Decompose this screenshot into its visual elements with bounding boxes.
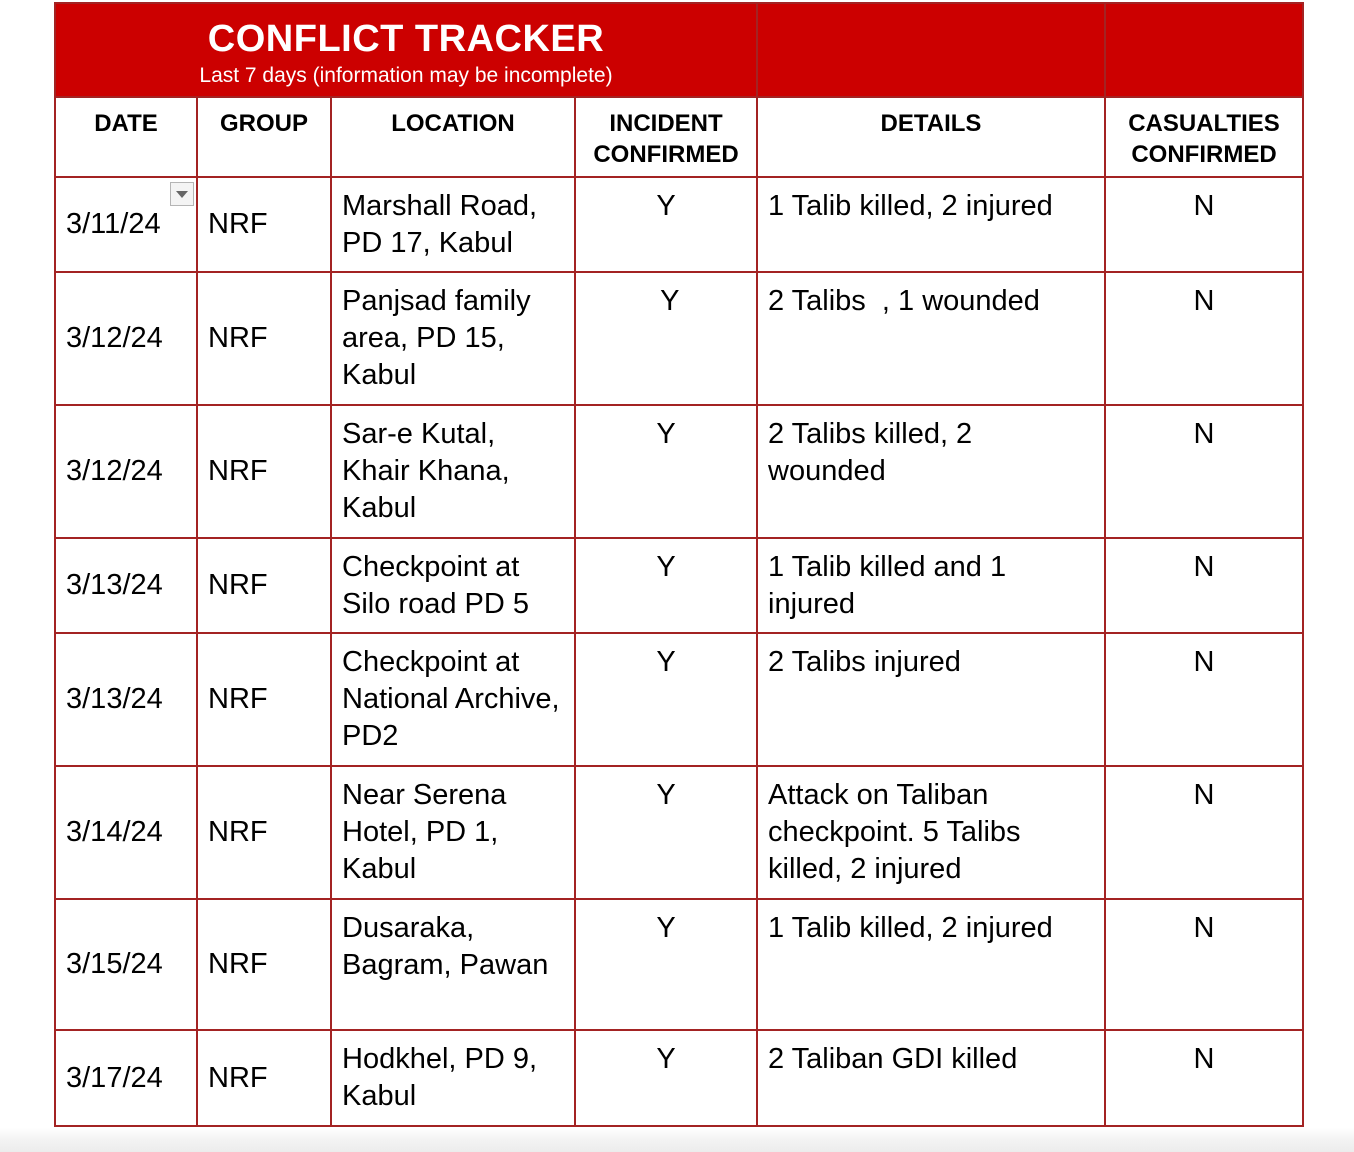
header-date-label: DATE — [94, 110, 158, 137]
table-row — [55, 538, 1303, 633]
casualties-confirmed-cell[interactable]: N — [1105, 1030, 1303, 1126]
header-date[interactable] — [55, 97, 197, 177]
header-details[interactable] — [757, 97, 1105, 177]
banner-cell[interactable] — [55, 3, 757, 97]
table-row — [55, 177, 1303, 272]
incident-confirmed-cell[interactable]: Y — [575, 633, 757, 766]
casualties-confirmed-cell[interactable]: N — [1105, 177, 1303, 272]
details-cell[interactable]: 1 Talib killed, 2 injured — [757, 177, 1105, 272]
header-incident-label-1: INCIDENT — [609, 110, 723, 137]
date-cell[interactable]: 3/12/24 — [55, 272, 197, 405]
table-row — [55, 1030, 1303, 1126]
incident-confirmed-cell[interactable]: Y — [575, 1030, 757, 1126]
banner-empty-cell[interactable] — [1105, 3, 1303, 97]
table-row — [55, 899, 1303, 1030]
header-incident-confirmed[interactable] — [575, 97, 757, 177]
incident-confirmed-cell[interactable]: Y — [575, 766, 757, 899]
group-cell[interactable]: NRF — [197, 766, 331, 899]
location-cell[interactable]: Sar-e Kutal, Khair Khana, Kabul — [331, 405, 575, 538]
header-group[interactable] — [197, 97, 331, 177]
casualties-confirmed-cell[interactable]: N — [1105, 538, 1303, 633]
incident-confirmed-cell[interactable]: Y — [575, 177, 757, 272]
location-cell[interactable]: Dusaraka, Bagram, Pawan — [331, 899, 575, 1030]
header-casualties-confirmed[interactable] — [1105, 97, 1303, 177]
table-row — [55, 272, 1303, 405]
group-cell[interactable]: NRF — [197, 177, 331, 272]
date-cell[interactable] — [55, 177, 197, 272]
casualties-confirmed-cell[interactable]: N — [1105, 633, 1303, 766]
details-cell[interactable]: 2 Taliban GDI killed — [757, 1030, 1105, 1126]
details-cell[interactable]: 1 Talib killed, 2 injured — [757, 899, 1105, 1030]
header-location-label: LOCATION — [391, 110, 515, 137]
location-cell[interactable]: Hodkhel, PD 9, Kabul — [331, 1030, 575, 1126]
table-row — [55, 405, 1303, 538]
location-cell[interactable]: Panjsad family area, PD 15, Kabul — [331, 272, 575, 405]
date-cell[interactable]: 3/12/24 — [55, 405, 197, 538]
group-cell[interactable]: NRF — [197, 538, 331, 633]
header-casualties-label-2: CONFIRMED — [1131, 141, 1277, 168]
location-cell[interactable]: Checkpoint at National Archive, PD2 — [331, 633, 575, 766]
filter-dropdown-button[interactable] — [170, 182, 194, 206]
details-cell[interactable]: 1 Talib killed and 1 injured — [757, 538, 1105, 633]
date-cell[interactable]: 3/14/24 — [55, 766, 197, 899]
group-cell[interactable]: NRF — [197, 1030, 331, 1126]
header-group-label: GROUP — [219, 110, 308, 137]
location-cell[interactable]: Near Serena Hotel, PD 1, Kabul — [331, 766, 575, 899]
group-cell[interactable]: NRF — [197, 405, 331, 538]
chevron-down-icon — [176, 191, 188, 198]
banner-subtitle: Last 7 days (information may be incomplete) — [199, 64, 613, 87]
incident-confirmed-cell[interactable]: Y — [575, 899, 757, 1030]
header-row — [55, 97, 1303, 177]
date-cell[interactable]: 3/13/24 — [55, 633, 197, 766]
casualties-confirmed-cell[interactable]: N — [1105, 405, 1303, 538]
banner-title: CONFLICT TRACKER — [207, 18, 605, 60]
group-cell[interactable]: NRF — [197, 899, 331, 1030]
incident-confirmed-cell[interactable]: Y — [575, 405, 757, 538]
incident-confirmed-cell[interactable]: Y — [575, 538, 757, 633]
casualties-confirmed-cell[interactable]: N — [1105, 899, 1303, 1030]
date-value: 3/11/24 — [66, 208, 161, 240]
location-cell[interactable]: Marshall Road, PD 17, Kabul — [331, 177, 575, 272]
details-cell[interactable]: 2 Talibs killed, 2 wounded — [757, 405, 1105, 538]
table-row — [55, 633, 1303, 766]
group-cell[interactable]: NRF — [197, 272, 331, 405]
incident-confirmed-cell[interactable]: Y — [575, 272, 757, 405]
group-cell[interactable]: NRF — [197, 633, 331, 766]
date-cell[interactable]: 3/17/24 — [55, 1030, 197, 1126]
table-row — [55, 766, 1303, 899]
conflict-tracker-table — [54, 2, 1304, 1127]
location-cell[interactable]: Checkpoint at Silo road PD 5 — [331, 538, 575, 633]
details-cell[interactable]: Attack on Taliban checkpoint. 5 Talibs killed, 2 injured — [757, 766, 1105, 899]
banner-empty-cell[interactable] — [757, 3, 1105, 97]
date-cell[interactable]: 3/15/24 — [55, 899, 197, 1030]
header-details-label: DETAILS — [880, 110, 982, 137]
casualties-confirmed-cell[interactable]: N — [1105, 272, 1303, 405]
casualties-confirmed-cell[interactable]: N — [1105, 766, 1303, 899]
header-casualties-label-1: CASUALTIES — [1128, 110, 1280, 137]
date-cell[interactable]: 3/13/24 — [55, 538, 197, 633]
details-cell[interactable]: 2 Talibs , 1 wounded — [757, 272, 1105, 405]
header-location[interactable] — [331, 97, 575, 177]
header-incident-label-2: CONFIRMED — [593, 141, 739, 168]
details-cell[interactable]: 2 Talibs injured — [757, 633, 1105, 766]
banner-row — [55, 3, 1303, 97]
